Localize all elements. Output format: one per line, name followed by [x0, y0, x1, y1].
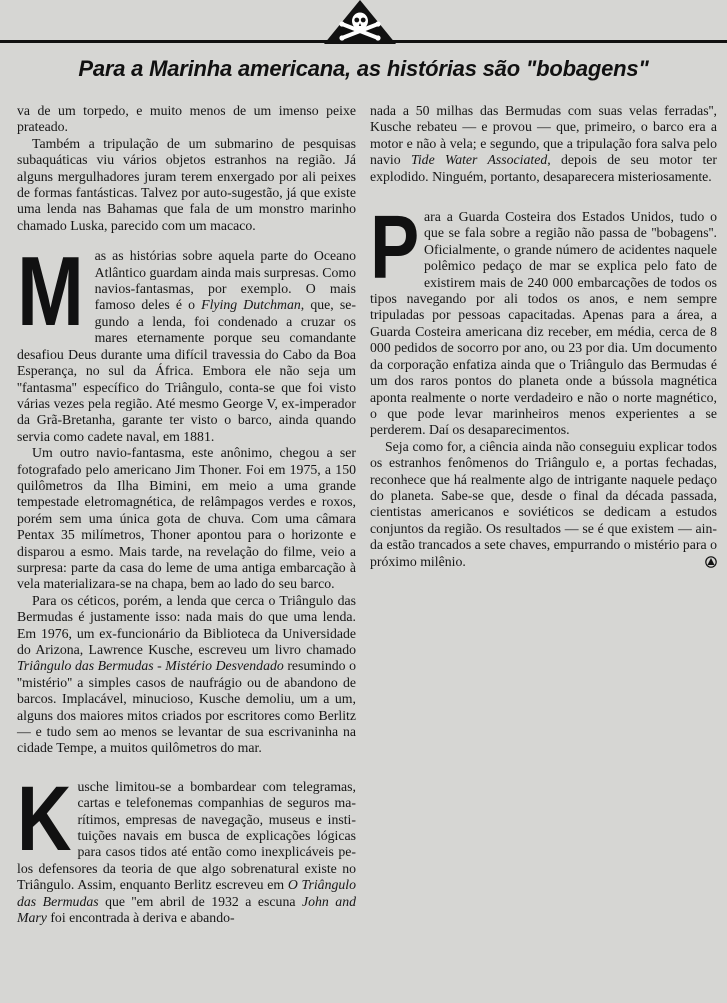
- dropcap-letter: K: [17, 767, 72, 870]
- paragraph-text: Seja como for, a ciência ainda não conseguiu explicar todos os estranhos fenômenos do Triângulo e, a portas fechadas, reconhece que há realmente algo de intrigante naquele pedaço do planeta. Sabe-se que, desde o final da década passada, cientistas americanos e soviéticos se dedicam a estudos conjuntos da região. Os resultados — se é que existem — ainda estão trancados a sete chaves, empurrando o mistério para o próximo milênio.: [370, 438, 717, 569]
- paragraph-dropcap-p: [370, 198, 717, 439]
- book-title: O Triângulo das Bermudas: [17, 877, 356, 909]
- paragraph-text: as as histórias sobre aquela parte do Oceano Atlântico guardam ainda mais surpresas. Como navios-fantasmas, por exemplo. O mais famoso deles é o: [94, 248, 356, 313]
- paragraph-text: usche limitou-se a bombardear com telegramas, cartas e telefonemas companhias de seguros marítimos, empresas de navegação, museus e instituições navais em busca de explicações lógicas para casos tidos até então como inexplicáveis pelos defensores da teoria de que algo sobrenatural existe no Triângulo. Assim, enquanto Berlitz escreveu em: [17, 778, 356, 893]
- paragraph: Também a tripulação de um submarino de pesquisas subaquáticas viu vários objetos estranhos na região. Já alguns mergulhadores juram terem enxergado por ali peixes de formas fantásticas. Talvez por auto-sugestão, já que existe uma lenda nas Bahamas que fala de um monstro marinho chamado Luska, parecido com um macaco.: [17, 135, 356, 233]
- paragraph-text: ara a Guarda Costeira dos Estados Unidos, tudo o que se fala sobre a região não passa de ''bobagens''. Oficialmente, o grande número de acidentes naquele polêmico pedaço de mar se explica pelo fato de existirem mais de 240 000 embarcações de todos os tipos navegando por ali todos os anos, e nem sempre tripuladas por pessoas capacitadas. Apenas para a área, a Guarda Costeira americana diz receber, em média, cerca de 8 000 pedidos de socorro por ano, ou 23 por dia. Um documento da corporação enfatiza ainda que o Triângulo das Bermudas é um dos raros pontos do planeta onde a bússola magnética aponta realmente o norte verdadeiro e não o norte magnético, o que pode levar marinheiros menos experientes a se perderem. Daí os desaparecimentos.: [370, 209, 717, 438]
- paragraph-text: Para os céticos, porém, a lenda que cerca o Triângulo das Bermudas é justamente isso: nada mais do que uma lenda. Em 1976, um ex-funcionário da Biblioteca da Universidade do Arizona, Lawrence Kusche, escreveu um livro chamado: [17, 592, 356, 657]
- left-column: [17, 103, 356, 927]
- dropcap-letter: P: [370, 198, 420, 299]
- paragraph: [370, 103, 717, 185]
- ship-name: Flying Dutchman: [201, 297, 301, 313]
- paragraph-text: , depois de seu motor ter explodido. Ninguém, portanto, desaparecera misteriosamente.: [370, 152, 717, 184]
- paragraph: Um outro navio-fantasma, este anônimo, chegou a ser fotografado pelo americano Jim Thoner. Foi em 1975, a 150 quilômetros da Ilha Bimini, em meio a uma grande tempestade eletromagnética, de relâmpagos verdes e roxos, porém sem uma única gota de chuva. Com uma câmara Pentax 35 milímetros, Thoner apontou para o horizonte e disparou a esmo. Mais tarde, na revelação do filme, veio a surpresa: parte da casa do leme de uma antiga embarcação à vela materializara-se na chapa, bem ao lado do seu barco.: [17, 445, 356, 592]
- end-of-article-icon: [705, 556, 717, 568]
- paragraph-text: resumindo o ''mistério'' a simples casos de naufrágio ou de abandono de barcos. Implacável, minucioso, Kusche demoliu, um a um, alguns dos maiores mitos criados por escritores como Berlitz — e tudo sem ao menos se levantar de sua escrivaninha na cidade Tempe, a muitos quilômetros do mar.: [17, 658, 356, 756]
- paragraph: va de um torpedo, e muito menos de um imenso peixe prateado.: [17, 103, 356, 135]
- paragraph-dropcap-k: [17, 767, 356, 927]
- paragraph-text: foi encontrada à deriva e abando-: [46, 910, 235, 926]
- ship-name: John and Mary: [17, 893, 356, 926]
- skull-crossbones-icon: [324, 0, 396, 46]
- paragraph-text: que ''em abril de 1932 a escuna: [98, 893, 302, 909]
- paragraph: [370, 439, 717, 570]
- paragraph: [17, 593, 356, 757]
- right-column: [370, 103, 717, 570]
- article-headline: Para a Marinha americana, as histórias são "bobagens": [78, 56, 649, 81]
- paragraph-text: , que, segundo a lenda, foi condenado a cruzar os mares eternamente porque seu comandante desafiou Deus durante uma difícil travessia do Cabo da Boa Esperança, no sul da África. Embora ele não seja um ''fantasma'' específico do Triângulo, conta-se que foi visto várias vezes pela região. Até mesmo George V, ex-imperador da Grã-Bretanha, garante ter visto o barco, ainda quando servia como cadete naval, em 1881.: [17, 297, 356, 444]
- book-title: Triângulo das Bermudas - Mistério Desvendado: [17, 658, 284, 674]
- paragraph-text: nada a 50 milhas das Bermudas com suas velas ferradas'', Kusche rebateu — e provou — que, primeiro, o barco era a motor e não à vela; e segundo, que a tripulação fora salva pelo navio: [370, 103, 717, 168]
- ship-name: Tide Water Associated: [410, 152, 548, 168]
- paragraph-dropcap-m: [17, 236, 356, 445]
- dropcap-letter: M: [17, 236, 84, 347]
